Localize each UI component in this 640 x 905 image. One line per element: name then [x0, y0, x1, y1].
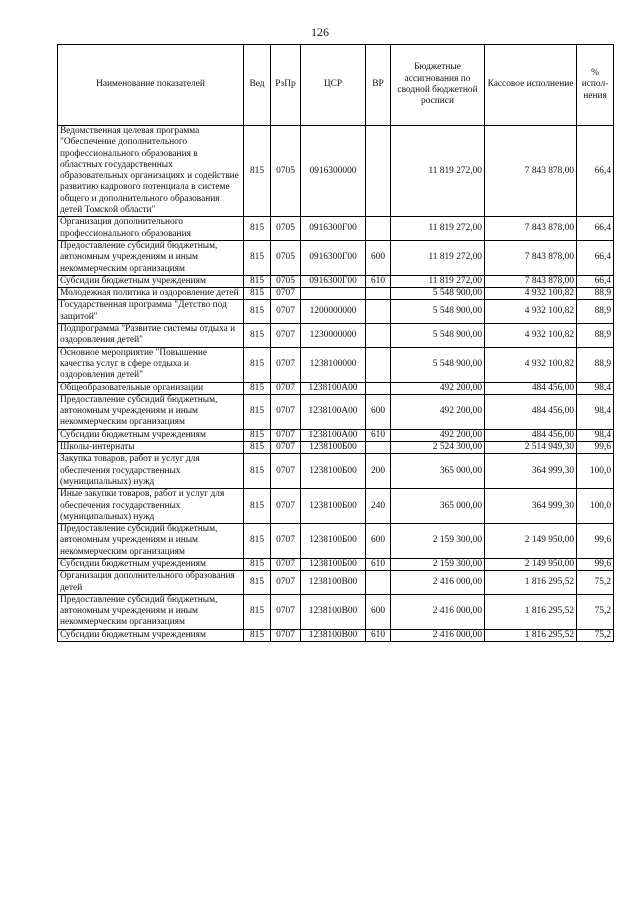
cell-rzpr: 0707 [271, 524, 301, 559]
cell-pct: 100,0 [577, 454, 614, 489]
cell-pct: 66,4 [577, 217, 614, 241]
cell-vr [366, 288, 391, 300]
table-row [58, 524, 614, 559]
cell-cash: 4 932 100,82 [485, 347, 577, 382]
cell-pct: 99,6 [577, 558, 614, 570]
cell-budget: 5 548 900,00 [391, 347, 485, 382]
cell-pct: 98,4 [577, 382, 614, 394]
header-pct: % испол-нения [577, 45, 614, 126]
cell-cash: 4 932 100,82 [485, 300, 577, 324]
cell-name: Молодежная политика и оздоровление детей [58, 288, 244, 300]
cell-name: Иные закупки товаров, работ и услуг для обеспечения государственных (муниципальных) нужд [58, 489, 244, 524]
cell-vr [366, 324, 391, 348]
cell-ved: 815 [244, 382, 271, 394]
cell-vr [366, 300, 391, 324]
cell-vr: 600 [366, 594, 391, 629]
cell-csr: 1238100Б00 [301, 454, 366, 489]
cell-name: Государственная программа "Детство под защитой" [58, 300, 244, 324]
cell-pct: 88,9 [577, 288, 614, 300]
cell-csr: 1238100А00 [301, 429, 366, 441]
header-cash: Кассовое исполнение [485, 45, 577, 126]
cell-budget: 365 000,00 [391, 489, 485, 524]
cell-cash: 484 456,00 [485, 394, 577, 429]
cell-rzpr: 0707 [271, 629, 301, 641]
cell-vr: 600 [366, 524, 391, 559]
cell-budget: 2 159 300,00 [391, 524, 485, 559]
header-rzpr: РзПр [271, 45, 301, 126]
table-row [58, 300, 614, 324]
cell-vr [366, 217, 391, 241]
cell-ved: 815 [244, 394, 271, 429]
cell-cash: 2 149 950,00 [485, 558, 577, 570]
budget-execution-table [57, 44, 614, 642]
cell-ved: 815 [244, 594, 271, 629]
cell-rzpr: 0707 [271, 382, 301, 394]
cell-csr: 1238100А00 [301, 394, 366, 429]
cell-pct: 88,9 [577, 347, 614, 382]
cell-name: Предоставление субсидий бюджетным, автономным учреждениям и иным некоммерческим организациям [58, 394, 244, 429]
cell-csr: 1238100Б00 [301, 524, 366, 559]
cell-budget: 5 548 900,00 [391, 324, 485, 348]
cell-cash: 1 816 295,52 [485, 571, 577, 595]
cell-pct: 98,4 [577, 429, 614, 441]
cell-budget: 2 159 300,00 [391, 558, 485, 570]
cell-ved: 815 [244, 571, 271, 595]
cell-vr: 610 [366, 429, 391, 441]
cell-pct: 75,2 [577, 629, 614, 641]
cell-csr: 0916300Г00 [301, 275, 366, 287]
cell-budget: 492 200,00 [391, 429, 485, 441]
cell-name: Закупка товаров, работ и услуг для обеспечения государственных (муниципальных) нужд [58, 454, 244, 489]
cell-rzpr: 0707 [271, 324, 301, 348]
cell-pct: 99,6 [577, 442, 614, 454]
cell-rzpr: 0707 [271, 347, 301, 382]
cell-name: Основное мероприятие "Повышение качества услуг в сфере отдыха и оздоровления детей" [58, 347, 244, 382]
cell-rzpr: 0707 [271, 442, 301, 454]
cell-pct: 66,4 [577, 275, 614, 287]
cell-ved: 815 [244, 347, 271, 382]
cell-budget: 2 416 000,00 [391, 571, 485, 595]
cell-csr: 1200000000 [301, 300, 366, 324]
cell-ved: 815 [244, 489, 271, 524]
cell-name: Предоставление субсидий бюджетным, автономным учреждениям и иным некоммерческим организациям [58, 594, 244, 629]
cell-csr: 0916300Г00 [301, 217, 366, 241]
table-row [58, 489, 614, 524]
cell-budget: 492 200,00 [391, 382, 485, 394]
cell-csr: 1238100А00 [301, 382, 366, 394]
cell-cash: 1 816 295,52 [485, 594, 577, 629]
cell-csr: 0916300000 [301, 126, 366, 217]
table-row [58, 217, 614, 241]
cell-pct: 75,2 [577, 571, 614, 595]
cell-cash: 7 843 878,00 [485, 217, 577, 241]
cell-cash: 2 514 949,30 [485, 442, 577, 454]
table-row [58, 429, 614, 441]
table-row [58, 240, 614, 275]
cell-budget: 2 416 000,00 [391, 629, 485, 641]
cell-ved: 815 [244, 217, 271, 241]
header-vr: ВР [366, 45, 391, 126]
cell-rzpr: 0707 [271, 394, 301, 429]
cell-vr [366, 126, 391, 217]
cell-csr: 0916300Г00 [301, 240, 366, 275]
cell-vr: 200 [366, 454, 391, 489]
cell-name: Субсидии бюджетным учреждениям [58, 275, 244, 287]
cell-budget: 365 000,00 [391, 454, 485, 489]
cell-rzpr: 0707 [271, 454, 301, 489]
cell-csr: 1238100В00 [301, 629, 366, 641]
cell-vr [366, 442, 391, 454]
cell-vr: 610 [366, 275, 391, 287]
cell-name: Ведомственная целевая программа "Обеспечение дополнительного профессионального образования в областных государственных образовательных организациях и содействие развитию кадрового потенциала в системе общего и дополнительного образования детей Томской области" [58, 126, 244, 217]
cell-vr [366, 571, 391, 595]
cell-vr: 600 [366, 394, 391, 429]
cell-budget: 492 200,00 [391, 394, 485, 429]
cell-vr: 240 [366, 489, 391, 524]
cell-vr: 600 [366, 240, 391, 275]
cell-name: Школы-интернаты [58, 442, 244, 454]
cell-ved: 815 [244, 524, 271, 559]
cell-pct: 88,9 [577, 324, 614, 348]
cell-name: Подпрограмма "Развитие системы отдыха и оздоровления детей" [58, 324, 244, 348]
cell-vr: 610 [366, 558, 391, 570]
cell-rzpr: 0707 [271, 571, 301, 595]
cell-cash: 7 843 878,00 [485, 275, 577, 287]
cell-ved: 815 [244, 300, 271, 324]
cell-csr: 1230000000 [301, 324, 366, 348]
cell-budget: 11 819 272,00 [391, 275, 485, 287]
cell-rzpr: 0707 [271, 594, 301, 629]
cell-budget: 2 416 000,00 [391, 594, 485, 629]
cell-pct: 75,2 [577, 594, 614, 629]
cell-vr: 610 [366, 629, 391, 641]
cell-csr: 1238100В00 [301, 571, 366, 595]
table-row [58, 126, 614, 217]
cell-ved: 815 [244, 629, 271, 641]
table-row [58, 288, 614, 300]
header-csr: ЦСР [301, 45, 366, 126]
cell-cash: 4 932 100,82 [485, 324, 577, 348]
cell-csr: 1238100Б00 [301, 558, 366, 570]
cell-name: Общеобразовательные организации [58, 382, 244, 394]
cell-ved: 815 [244, 442, 271, 454]
cell-pct: 88,9 [577, 300, 614, 324]
cell-name: Субсидии бюджетным учреждениям [58, 629, 244, 641]
cell-csr [301, 288, 366, 300]
table-row [58, 454, 614, 489]
table-row [58, 558, 614, 570]
header-budget: Бюджетные ассигнования по сводной бюджетной росписи [391, 45, 485, 126]
table-row [58, 275, 614, 287]
header-name: Наименование показателей [58, 45, 244, 126]
cell-vr [366, 382, 391, 394]
cell-ved: 815 [244, 558, 271, 570]
cell-budget: 5 548 900,00 [391, 288, 485, 300]
cell-cash: 2 149 950,00 [485, 524, 577, 559]
cell-budget: 5 548 900,00 [391, 300, 485, 324]
cell-pct: 98,4 [577, 394, 614, 429]
cell-name: Организация дополнительного образования детей [58, 571, 244, 595]
table-body [58, 126, 614, 642]
cell-cash: 484 456,00 [485, 382, 577, 394]
cell-ved: 815 [244, 454, 271, 489]
cell-csr: 1238100Б00 [301, 489, 366, 524]
table-row [58, 382, 614, 394]
cell-csr: 1238100000 [301, 347, 366, 382]
cell-rzpr: 0705 [271, 240, 301, 275]
cell-cash: 1 816 295,52 [485, 629, 577, 641]
cell-name: Субсидии бюджетным учреждениям [58, 429, 244, 441]
cell-pct: 66,4 [577, 240, 614, 275]
cell-ved: 815 [244, 275, 271, 287]
cell-name: Субсидии бюджетным учреждениям [58, 558, 244, 570]
cell-name: Предоставление субсидий бюджетным, автономным учреждениям и иным некоммерческим организациям [58, 524, 244, 559]
cell-budget: 11 819 272,00 [391, 217, 485, 241]
cell-name: Организация дополнительного профессионального образования [58, 217, 244, 241]
cell-ved: 815 [244, 429, 271, 441]
cell-cash: 7 843 878,00 [485, 126, 577, 217]
cell-rzpr: 0705 [271, 217, 301, 241]
cell-cash: 484 456,00 [485, 429, 577, 441]
cell-pct: 99,6 [577, 524, 614, 559]
page-number: 126 [311, 25, 329, 39]
cell-rzpr: 0707 [271, 300, 301, 324]
cell-budget: 2 524 300,00 [391, 442, 485, 454]
cell-ved: 815 [244, 240, 271, 275]
cell-rzpr: 0707 [271, 429, 301, 441]
cell-csr: 1238100Б00 [301, 442, 366, 454]
cell-ved: 815 [244, 324, 271, 348]
cell-pct: 66,4 [577, 126, 614, 217]
header-ved: Вед [244, 45, 271, 126]
table-row [58, 347, 614, 382]
cell-rzpr: 0705 [271, 126, 301, 217]
table-row [58, 442, 614, 454]
cell-rzpr: 0705 [271, 275, 301, 287]
table-row [58, 629, 614, 641]
cell-cash: 4 932 100,82 [485, 288, 577, 300]
cell-vr [366, 347, 391, 382]
cell-name: Предоставление субсидий бюджетным, автономным учреждениям и иным некоммерческим организациям [58, 240, 244, 275]
table-row [58, 394, 614, 429]
table-row [58, 324, 614, 348]
cell-cash: 7 843 878,00 [485, 240, 577, 275]
cell-cash: 364 999,30 [485, 489, 577, 524]
cell-rzpr: 0707 [271, 288, 301, 300]
cell-budget: 11 819 272,00 [391, 126, 485, 217]
cell-ved: 815 [244, 288, 271, 300]
table-header-row [58, 45, 614, 126]
cell-ved: 815 [244, 126, 271, 217]
cell-rzpr: 0707 [271, 558, 301, 570]
table-row [58, 571, 614, 595]
cell-cash: 364 999,30 [485, 454, 577, 489]
cell-csr: 1238100В00 [301, 594, 366, 629]
cell-pct: 100,0 [577, 489, 614, 524]
cell-budget: 11 819 272,00 [391, 240, 485, 275]
table-row [58, 594, 614, 629]
cell-rzpr: 0707 [271, 489, 301, 524]
